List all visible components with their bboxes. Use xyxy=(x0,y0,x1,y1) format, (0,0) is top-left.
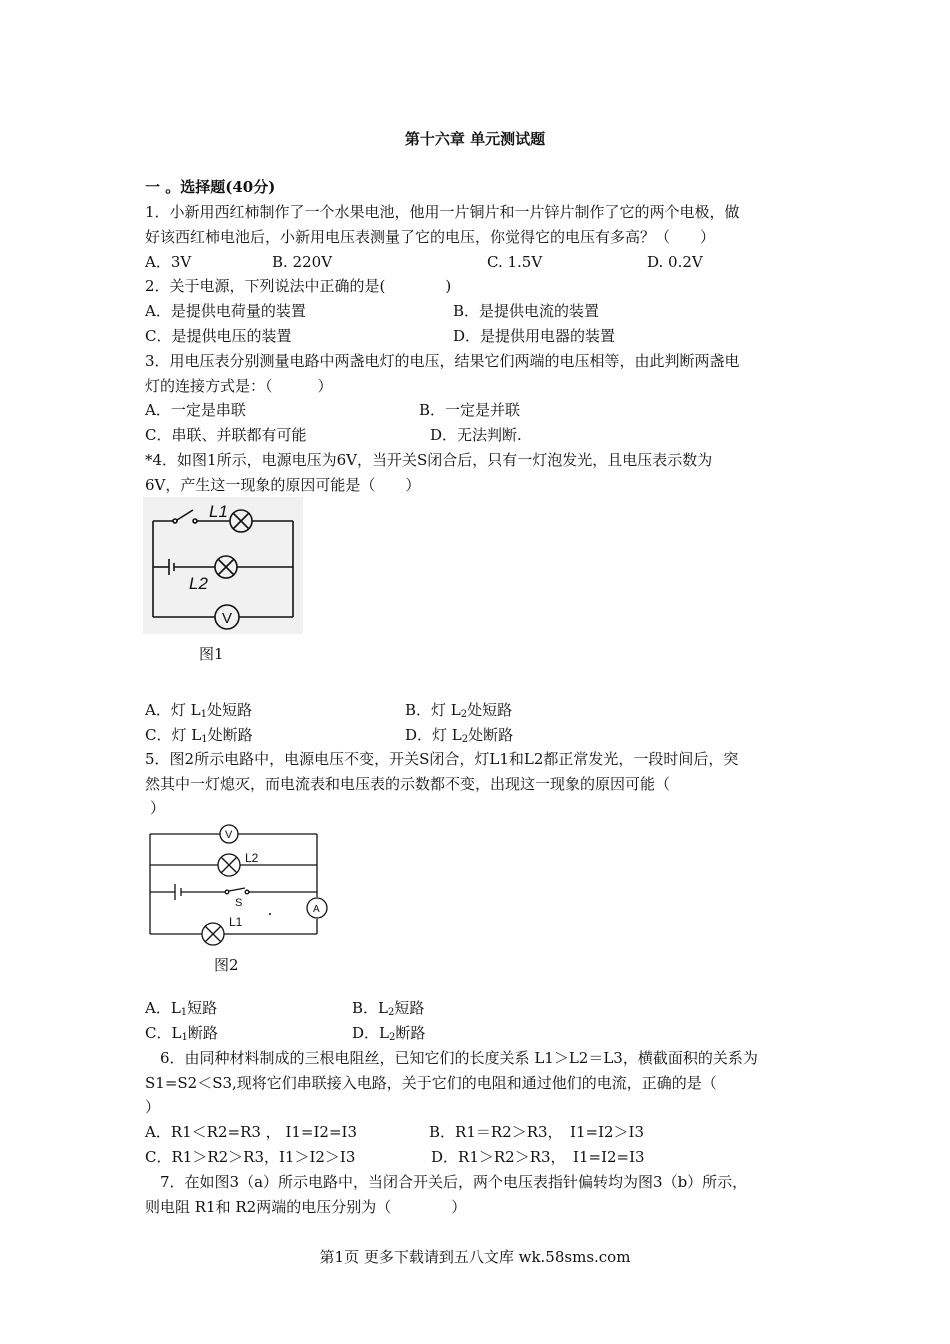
q5-option-b: B．$L_2$短路 xyxy=(352,999,425,1018)
section-heading: 一 。选择题(40分) xyxy=(145,178,276,196)
q1-text-line1: 1．小新用西红柿制作了一个水果电池，他用一片铜片和一片锌片制作了它的两个电极，做 xyxy=(145,203,740,221)
q1-option-a: A．3V xyxy=(145,253,192,271)
q5-option-a: A．$L_1$短路 xyxy=(145,999,218,1018)
q6-option-b: B．R1＝R2＞R3， I1=I2＞I3 xyxy=(429,1123,645,1141)
q5-text-line1: 5．图2所示电路中，电源电压不变，开关S闭合，灯L1和L2都正常发光，一段时间后，突 xyxy=(145,750,739,768)
q1-text-line2: 好该西红柿电池后，小新用电压表测量了它的电压，你觉得它的电压有多高？（ ） xyxy=(145,228,716,246)
q2-text: 2．关于电源，下列说法中正确的是( ) xyxy=(145,277,452,295)
q2-option-b: B．是提供电流的装置 xyxy=(453,302,600,320)
q1-option-d: D. 0.2V xyxy=(647,253,703,271)
q5-option-c: C．$L_1$断路 xyxy=(145,1024,218,1043)
page-footer: 第1页 更多下载请到五八文库 wk.58sms.com xyxy=(319,1248,631,1266)
fig1-label-l1: L1 xyxy=(209,502,228,521)
q3-option-b: B．一定是并联 xyxy=(419,401,521,419)
q1-option-b: B. 220V xyxy=(272,253,333,271)
figure-1-circuit xyxy=(143,497,303,634)
q7-text-line1: 7．在如图3（a）所示电路中，当闭合开关后，两个电压表指针偏转均为图3（b）所示， xyxy=(160,1173,748,1191)
figure-2-circuit xyxy=(145,822,330,950)
q4-option-c: C．灯 $L_1$处断路 xyxy=(145,726,253,745)
fig2-label-s: S xyxy=(235,897,243,909)
fig1-label-l2: L2 xyxy=(189,574,208,593)
q4-text-line2: 6V，产生这一现象的原因可能是（ ） xyxy=(145,476,421,494)
q3-option-d: D．无法判断. xyxy=(430,426,522,444)
q3-option-a: A．一定是串联 xyxy=(145,401,246,419)
q6-option-c: C．R1＞R2＞R3，I1＞I2＞I3 xyxy=(145,1148,356,1166)
q6-text-line1: 6．由同种材料制成的三根电阻丝，已知它们的长度关系 L1＞L2＝L3，横截面积的关系为 xyxy=(160,1049,758,1067)
q6-option-a: A．R1＜R2=R3 ， I1=I2=I3 xyxy=(145,1123,357,1141)
q3-text-line2: 灯的连接方式是：（ ） xyxy=(145,377,333,395)
q3-option-c: C．串联、并联都有可能 xyxy=(145,426,307,444)
q2-option-a: A．是提供电荷量的装置 xyxy=(145,302,306,320)
fig2-voltmeter-label: V xyxy=(225,829,233,841)
q6-option-d: D．R1＞R2＞R3， I1=I2=I3 xyxy=(431,1148,645,1166)
q4-option-b: B．灯 $L_2$处短路 xyxy=(405,701,513,720)
q4-option-a: A．灯 $L_1$处短路 xyxy=(145,701,252,720)
q3-text-line1: 3．用电压表分别测量电路中两盏电灯的电压，结果它们两端的电压相等，由此判断两盏电 xyxy=(145,352,740,370)
q5-text-line3: ） xyxy=(150,799,166,817)
fig2-ammeter-label: A xyxy=(313,904,320,915)
fig1-voltmeter-label: V xyxy=(222,610,233,627)
figure-1-caption: 图1 xyxy=(199,645,224,663)
q5-option-d: D．$L_2$断路 xyxy=(352,1024,426,1043)
page-title: 第十六章 单元测试题 xyxy=(404,130,546,148)
q4-option-d: D．灯 $L_2$处断路 xyxy=(405,726,514,745)
q4-text-line1: *4．如图1所示，电源电压为6V，当开关S闭合后，只有一灯泡发光，且电压表示数为 xyxy=(145,451,713,469)
q6-text-line3: ） xyxy=(145,1098,161,1116)
q1-option-c: C. 1.5V xyxy=(487,253,543,271)
q7-text-line2: 则电阻 R1和 R2两端的电压分别为（ ） xyxy=(145,1198,467,1216)
fig2-label-l1: L1 xyxy=(229,915,243,929)
fig2-label-l2: L2 xyxy=(245,851,259,865)
q2-option-d: D．是提供用电器的装置 xyxy=(453,327,616,345)
q2-option-c: C．是提供电压的装置 xyxy=(145,327,292,345)
q5-text-line2: 然其中一灯熄灭，而电流表和电压表的示数都不变，出现这一现象的原因可能（ xyxy=(145,775,671,793)
figure-2-caption: 图2 xyxy=(214,956,239,974)
q6-text-line2: S1=S2＜S3,现将它们串联接入电路，关于它们的电阻和通过他们的电流，正确的是（ xyxy=(145,1074,717,1092)
